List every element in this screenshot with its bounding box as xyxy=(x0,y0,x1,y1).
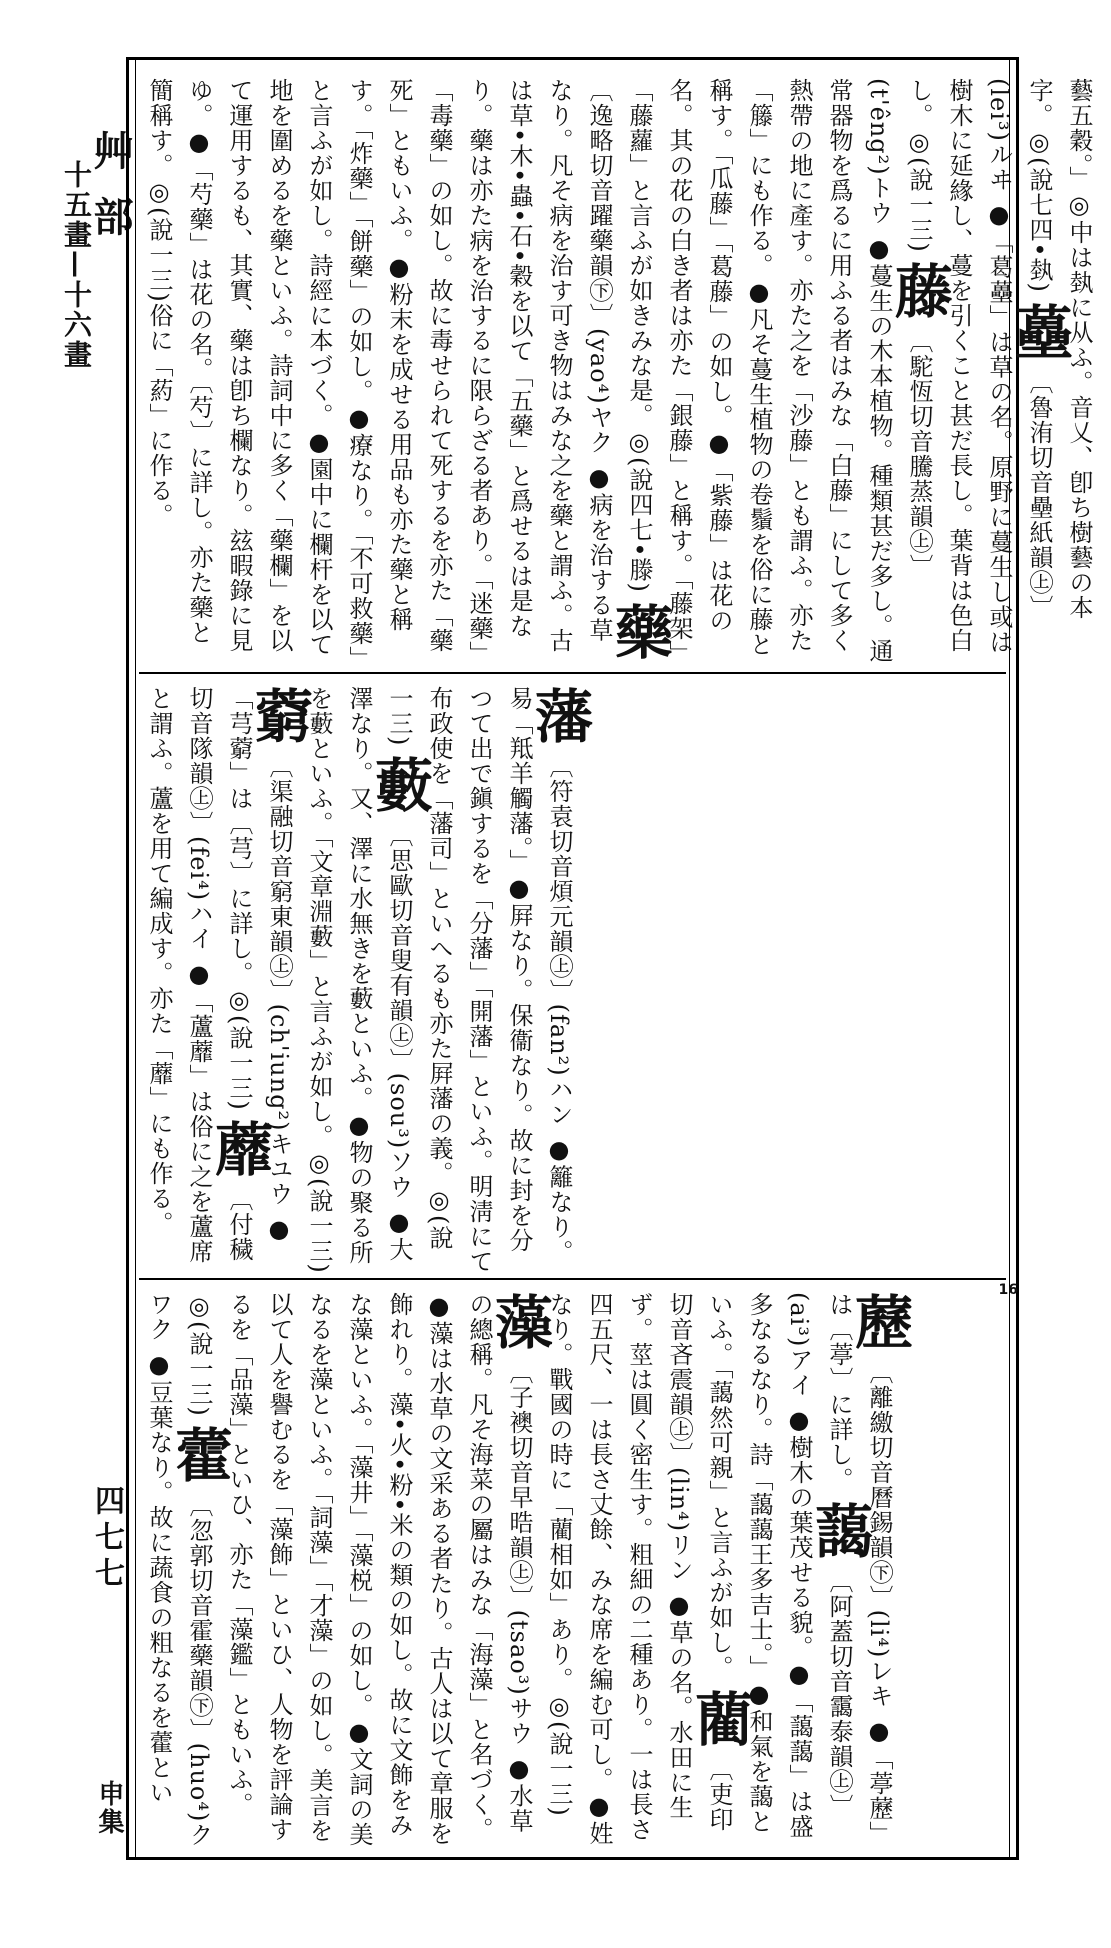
section-text xyxy=(139,66,1111,666)
headword: 藩 xyxy=(525,686,593,745)
definition: ●水草の總稱。凡そ海菜の屬はみな「海藻」と名づく。●藻は水草の文采ある者たり。古人は以て章服を飾れり。藻•火•粉•米の類の如し。故に文飾をみな藻といふ。「藻井」「藻棁」の如し。●文詞の美なるを藻といふ。「詞藻」「才藻」の如し。美言を以て人を譽むるを「藻飾」といひ、人物を評論するを「品藻」といひ、亦た「藻鑑」ともいふ。◎(說一三) xyxy=(185,1292,533,1847)
headword: 藺 xyxy=(685,1688,753,1748)
page-frame xyxy=(126,57,1093,1860)
definition: ●「蘆蘼」は俗に之を蘆席と謂ふ。蘆を用て編成す。亦た「蘼」にも作る。 xyxy=(145,686,213,1264)
pronunciation: 〔阿蓋切音靄泰韻㊤〕(ai³)アイ xyxy=(785,1292,853,1819)
pronunciation: 〔思歐切音叟有韻㊤〕(sou³)ソウ xyxy=(385,822,413,1200)
definition: ●「葶藶」は〔葶〕に詳し。 xyxy=(825,1292,893,1846)
headword: 蘼 xyxy=(205,1119,273,1179)
headword: 藥 xyxy=(605,601,673,661)
dictionary-entry xyxy=(185,1292,553,1847)
section-text xyxy=(139,1280,911,1855)
section-text xyxy=(139,674,591,1274)
headword: 藻 xyxy=(485,1292,553,1351)
section-middle xyxy=(139,672,1006,1274)
continuation-text: 藝五穀。」◎中は埶に从ふ。音乂、卽ち樹藝の本字。◎(說七四•埶) xyxy=(1025,78,1093,620)
headword: 藹 xyxy=(805,1500,873,1560)
definition: ●籬なり。易「羝羊觸藩。」●屛なり。保衞なり。故に封を分つて出で鎭するを「分藩」「開藩」といふ。明淸にて布政使を「藩司」といへるも亦た屛藩の義。◎(說一三) xyxy=(385,686,573,1274)
pronunciation: 〔魯洧切音壘紙韻㊤〕(lei³)ルヰ xyxy=(985,78,1053,620)
headword: 藤 xyxy=(885,261,953,321)
pronunciation: 〔付穢切音隊韻㊤〕(fei⁴)ハイ xyxy=(185,686,253,1263)
folio-number: 四七七 xyxy=(89,1485,124,1593)
definition: ●蔓生の木本植物。種類甚だ多し。通常器物を爲るに用ふる者はみな「白藤」にして多く熱帶の地に產す。亦た之を「沙藤」とも謂ふ。亦た「籐」にも作る。●凡そ蔓生植物の卷鬚を俗に藤と稱す。「瓜藤」「葛藤」の如し。●「紫藤」は花の名。其の花の白き者は亦た「銀藤」と稱す。「藤架」「藤蘿」と言ふが如きみな是。◎(說四七•滕) xyxy=(625,78,893,666)
pronunciation: 〔吏印切音吝震韻㊤〕(lin⁴)リン xyxy=(665,1292,733,1832)
margin-header xyxy=(60,130,134,370)
pronunciation: 〔離繳切音曆錫韻㊦〕(li⁴)レキ xyxy=(865,1359,893,1709)
pronunciation: 〔渠融切音窮東韻㊤〕(ch'iung²)キユウ xyxy=(265,753,293,1207)
headword: 藪 xyxy=(365,755,433,815)
headword: 藿 xyxy=(165,1425,233,1485)
section-top xyxy=(139,66,1093,666)
dictionary-entry xyxy=(625,78,953,666)
headword: 蘲 xyxy=(1005,301,1073,361)
pronunciation: 〔子襖切音早晧韻㊤〕(tsao³)サウ xyxy=(505,1359,533,1746)
definition: ●大澤なり。又、澤に水無きを藪といふ。●物の聚る所を藪といふ。「文章淵藪」と言ふが如し。◎(說一三) xyxy=(305,686,413,1274)
definition: ●「芎藭」は〔芎〕に詳し。◎(說一三) xyxy=(225,686,293,1245)
pronunciation: 〔忽郭切音霍藥韻㊦〕(huo⁴)クワク xyxy=(145,1292,213,1848)
definition: ●病を治する草なり。凡そ病を治す可き物はみな之を藥と謂ふ。古は草•木•蟲•石•穀を以て「五藥」と爲せるは是なり。藥は亦た病を治するに限らざる者あり。「迷藥」「毒藥」の如し。故に毒せられて死するを亦た「藥死」ともいふ。●粉末を成せる用品も亦た藥と稱す。「炸藥」「餅藥」の如し。●療なり。「不可救藥」と言ふが如し。詩經に本づく。●園中に欄杆を以て地を圍めるを藥といふ。詩詞中に多く「藥欄」を以て運用するも、其實、藥は卽ち欄なり。玆暇錄に見ゆ。●「芍藥」は花の名。〔芍〕に詳し。亦た藥と簡稱す。◎(說一三)俗に「葯」に作る。 xyxy=(145,78,613,666)
definition: ●樹木の葉茂せる貌。●「藹藹」は盛多なるなり。詩「藹藹王多吉士。」●和氣を藹といふ。「藹然可親」と言ふが如し。 xyxy=(705,1292,813,1839)
dictionary-entry xyxy=(145,78,673,666)
pronunciation: 〔符袁切音煩元韻㊤〕(fan²)ハン xyxy=(545,753,573,1127)
stroke-range: 十五畫—十六畫 xyxy=(60,160,93,370)
headword: 藭 xyxy=(245,686,313,745)
page-number: 16 xyxy=(998,1282,1018,1298)
definition: ●「葛蘲」は草の名。原野に蔓生し或は樹木に延緣し、蔓を引くこと甚だ長し。葉背は色白し。◎(說一三) xyxy=(905,78,1013,655)
collection-label: 申集 xyxy=(94,1780,124,1836)
pronunciation: 〔逸略切音躍藥韻㊦〕(yao⁴)ヤク xyxy=(585,78,613,455)
radical-label: 艸 部 xyxy=(87,130,134,242)
definition: ●草の名。水田に生ず。莖は圓く密生す。粗細の二種あり。一は長さ四五尺、一は長さ丈餘、みな席を編む可し。●姓なり。戰國の時に「藺相如」あり。◎(說一三) xyxy=(545,1292,693,1846)
section-bottom xyxy=(139,1278,1006,1855)
dictionary-entry xyxy=(305,686,433,1274)
definition: ●豆葉なり。故に蔬食の粗なるを藿とい xyxy=(145,1350,173,1805)
headword: 藶 xyxy=(845,1292,913,1351)
pronunciation: 〔駝恆切音騰蒸韻㊤〕(t'êng²)トウ xyxy=(865,78,933,580)
